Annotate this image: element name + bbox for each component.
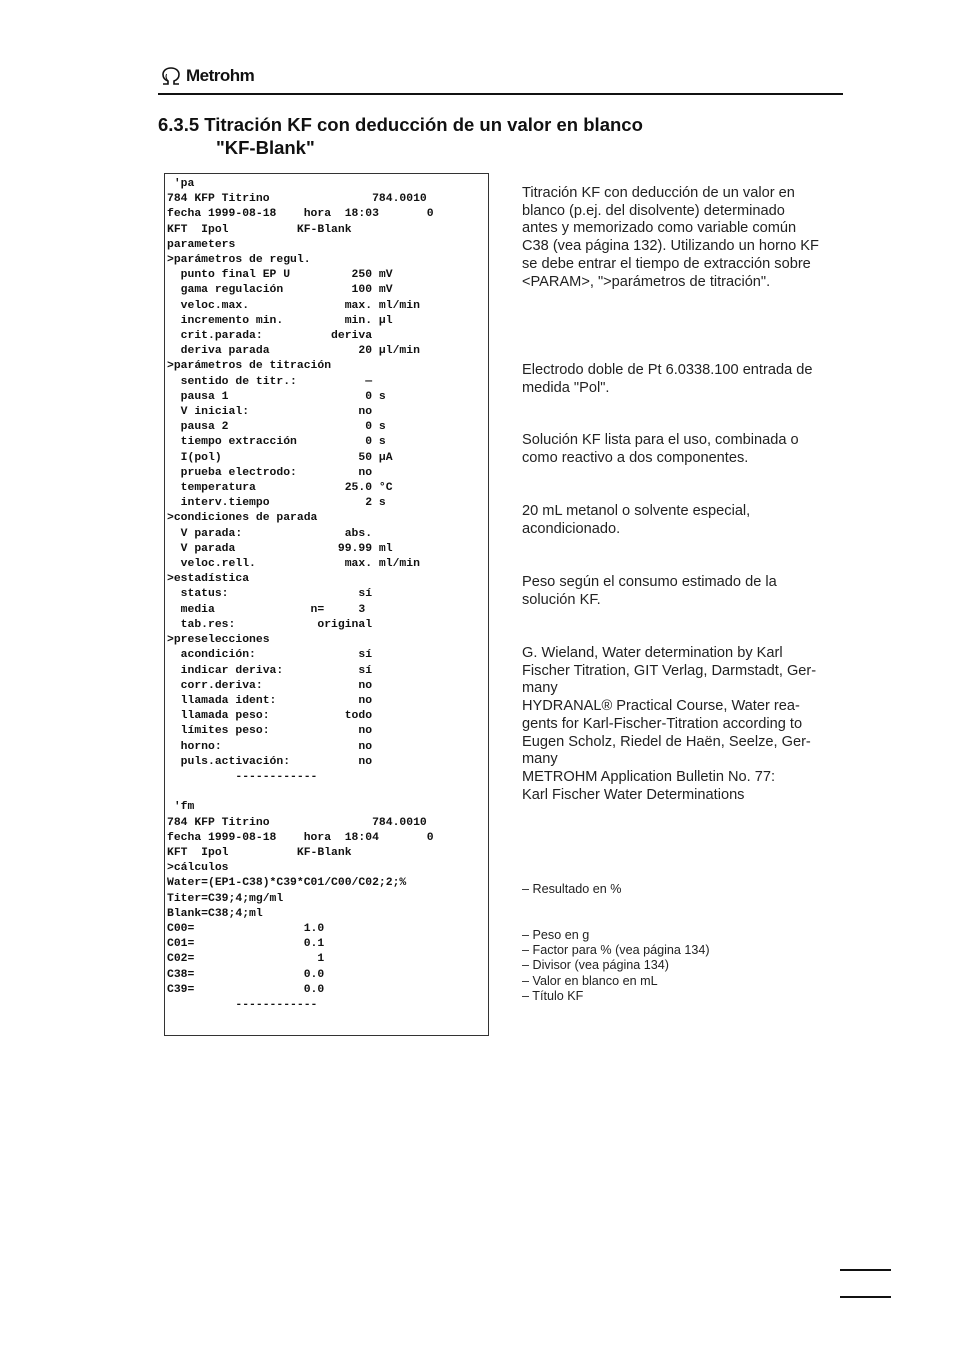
text-line: – Peso en g (522, 928, 590, 942)
text-line: como reactivo a dos componentes. (522, 449, 749, 466)
text-line: Electrodo doble de Pt 6.0338.100 entrada de (522, 362, 813, 378)
text-line: Peso según el consumo estimado de la (522, 574, 777, 590)
text-line: Eugen Scholz, Riedel de Haën, Seelze, Ger- (522, 733, 811, 750)
omega-logo-icon (160, 66, 182, 86)
footer-rule-bottom (840, 1296, 891, 1298)
text-line: solución KF. (522, 591, 601, 608)
footer-rule-top (840, 1269, 891, 1271)
text-line: <PARAM>, ">parámetros de titración". (522, 273, 771, 290)
text-line: – Valor en blanco en mL (522, 973, 658, 988)
page-header (160, 66, 254, 86)
text-line: Fischer Titration, GIT Verlag, Darmstadt, Ger- (522, 662, 817, 679)
text-line: many (522, 751, 558, 768)
text-line: G. Wieland, Water determination by Karl (522, 645, 783, 661)
header-rule (158, 93, 843, 95)
text-line: 20 mL metanol o solvente especial, (522, 503, 751, 519)
text-line: Titración KF con deducción de un valor en (522, 185, 795, 201)
brand-name: Metrohm (186, 66, 255, 85)
reagent-description (522, 432, 842, 467)
text-line: many (522, 680, 558, 697)
formula-listing: 'fm 784 KFP Titrino 784.0010 fecha 1999-08-18 hora 18:04 0 KFT Ipol KF-Blank >cálculos Water=(EP1-C38)*C39*C01/C00/C02;2;% Titer=C39;4;mg/ml Blank=C38;4;ml C00= 1.0 C01= 0.1 C02= 1 C38= 0.0 C39= 0.0 ------------ (167, 801, 434, 1011)
electrode-description (522, 362, 842, 397)
text-line: – Factor para % (vea página 134) (522, 943, 710, 958)
text-line: Solución KF lista para el uso, combinada o (522, 432, 799, 448)
intro-description (522, 185, 842, 291)
text-line: METROHM Application Bulletin No. 77: (522, 768, 776, 785)
section-title (158, 113, 818, 159)
text-line: acondicionado. (522, 520, 621, 537)
section-title-line2: "KF-Blank" (216, 137, 315, 158)
text-line: medida "Pol". (522, 379, 610, 396)
text-line: gents for Karl-Fischer-Titration according to (522, 715, 803, 732)
solvent-description (522, 503, 842, 538)
result-note: – Resultado en % (522, 882, 622, 896)
text-line: – Título KF (522, 988, 584, 1003)
parameter-listing: 'pa 784 KFP Titrino 784.0010 fecha 1999-08-18 hora 18:03 0 KFT Ipol KF-Blank parameters >parámetros de regul. punto final EP U 250 mV gama regulación 100 mV veloc.max. max. ml/min incremento min. min. µl crit.parada: deriva deriva parada 20 µl/min >parámetros de titración sentido de titr.: — pausa 1 0 s V inicial: no pausa 2 0 s tiempo extracción 0 s I(pol) 50 µA prueba electrodo: no temperatura 25.0 °C interv.tiempo 2 s >condiciones de parada V parada: abs. V parada 99.99 ml veloc.rell. max. ml/min >estadística status: sí media n= 3 tab.res: original >preselecciones acondición: sí indicar deriva: sí corr.deriva: no llamada ident: no llamada peso: todo límites peso: no horno: no puls.activación: no ------------ (167, 178, 434, 783)
text-line: C38 (vea página 132). Utilizando un horno KF (522, 238, 819, 255)
text-line: se debe entrar el tiempo de extracción sobre (522, 255, 811, 272)
parameter-listing-box (164, 173, 489, 1036)
text-line: HYDRANAL® Practical Course, Water rea- (522, 698, 800, 715)
text-line: – Divisor (vea página 134) (522, 958, 670, 973)
variable-notes (522, 928, 710, 1004)
literature-references (522, 645, 842, 804)
sample-description (522, 574, 842, 609)
text-line: blanco (p.ej. del disolvente) determinado (522, 202, 785, 219)
text-line: Karl Fischer Water Determinations (522, 786, 745, 803)
text-line: antes y memorizado como variable común (522, 220, 797, 237)
section-title-line1: 6.3.5 Titración KF con deducción de un valor en blanco (158, 114, 643, 135)
